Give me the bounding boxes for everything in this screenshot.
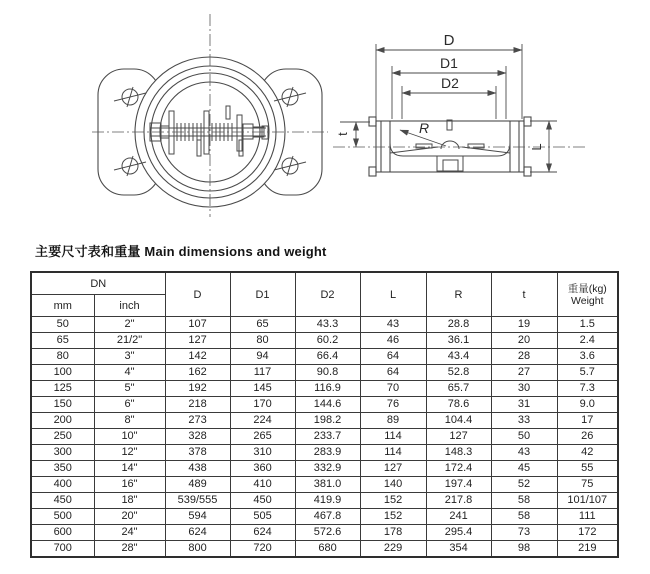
front-view-drawing <box>92 14 328 217</box>
table-cell: 125 <box>31 381 94 397</box>
table-cell: 94 <box>230 349 295 365</box>
table-row <box>31 461 618 477</box>
table-cell: 3.6 <box>557 349 618 365</box>
table-cell: 8" <box>94 413 165 429</box>
table-cell: 78.6 <box>426 397 491 413</box>
table-cell: 89 <box>360 413 426 429</box>
table-cell: 3" <box>94 349 165 365</box>
table-cell: 58 <box>491 509 557 525</box>
table-cell: 28.8 <box>426 317 491 333</box>
header-weight-en: Weight <box>571 294 604 307</box>
dim-label-r: R <box>418 120 430 136</box>
table-cell: 101/107 <box>557 493 618 509</box>
section-view-drawing <box>333 32 588 176</box>
table-cell: 20 <box>491 333 557 349</box>
table-cell: 350 <box>31 461 94 477</box>
table-row <box>31 541 618 558</box>
table-cell: 624 <box>165 525 230 541</box>
table-row <box>31 381 618 397</box>
table-cell: 80 <box>230 333 295 349</box>
header-l: L <box>360 272 426 317</box>
table-cell: 28" <box>94 541 165 558</box>
drawings-area <box>0 0 650 240</box>
table-cell: 50 <box>31 317 94 333</box>
table-cell: 218 <box>165 397 230 413</box>
table-cell: 720 <box>230 541 295 558</box>
table-cell: 5.7 <box>557 365 618 381</box>
dim-label-l: L <box>529 143 544 151</box>
table-cell: 75 <box>557 477 618 493</box>
table-cell: 45 <box>491 461 557 477</box>
table-cell: 10" <box>94 429 165 445</box>
table-cell: 4" <box>94 365 165 381</box>
table-cell: 450 <box>230 493 295 509</box>
header-d2: D2 <box>295 272 360 317</box>
table-cell: 111 <box>557 509 618 525</box>
table-cell: 229 <box>360 541 426 558</box>
header-d1: D1 <box>230 272 295 317</box>
table-cell: 64 <box>360 349 426 365</box>
table-row <box>31 397 618 413</box>
table-row <box>31 493 618 509</box>
table-cell: 58 <box>491 493 557 509</box>
table-cell: 33 <box>491 413 557 429</box>
table-cell: 145 <box>230 381 295 397</box>
table-cell: 273 <box>165 413 230 429</box>
table-row <box>31 429 618 445</box>
section-title: 主要尺寸表和重量 Main dimensions and weight <box>35 244 327 259</box>
table-cell: 64 <box>360 365 426 381</box>
dimensions-table <box>30 271 619 558</box>
table-cell: 52.8 <box>426 365 491 381</box>
table-cell: 410 <box>230 477 295 493</box>
table-cell: 55 <box>557 461 618 477</box>
table-cell: 140 <box>360 477 426 493</box>
table-cell: 360 <box>230 461 295 477</box>
table-cell: 7.3 <box>557 381 618 397</box>
table-cell: 600 <box>31 525 94 541</box>
table-cell: 192 <box>165 381 230 397</box>
table-cell: 328 <box>165 429 230 445</box>
header-weight <box>557 272 618 317</box>
table-cell: 107 <box>165 317 230 333</box>
header-r: R <box>426 272 491 317</box>
table-cell: 467.8 <box>295 509 360 525</box>
table-cell: 31 <box>491 397 557 413</box>
table-cell: 76 <box>360 397 426 413</box>
table-cell: 43 <box>491 445 557 461</box>
table-row <box>31 349 618 365</box>
dimensions-table-body <box>31 317 618 558</box>
table-cell: 18" <box>94 493 165 509</box>
table-cell: 217.8 <box>426 493 491 509</box>
table-cell: 80 <box>31 349 94 365</box>
table-cell: 50 <box>491 429 557 445</box>
table-cell: 489 <box>165 477 230 493</box>
table-cell: 16" <box>94 477 165 493</box>
table-cell: 172 <box>557 525 618 541</box>
table-cell: 17 <box>557 413 618 429</box>
table-cell: 19 <box>491 317 557 333</box>
table-row <box>31 509 618 525</box>
table-cell: 6" <box>94 397 165 413</box>
table-cell: 65 <box>230 317 295 333</box>
table-cell: 150 <box>31 397 94 413</box>
table-cell: 198.2 <box>295 413 360 429</box>
table-cell: 295.4 <box>426 525 491 541</box>
table-cell: 505 <box>230 509 295 525</box>
table-cell: 117 <box>230 365 295 381</box>
table-cell: 572.6 <box>295 525 360 541</box>
table-cell: 28 <box>491 349 557 365</box>
table-cell: 300 <box>31 445 94 461</box>
table-cell: 116.9 <box>295 381 360 397</box>
table-cell: 624 <box>230 525 295 541</box>
table-cell: 539/555 <box>165 493 230 509</box>
table-cell: 36.1 <box>426 333 491 349</box>
header-weight-cn: 重量(kg) <box>567 282 607 295</box>
table-cell: 172.4 <box>426 461 491 477</box>
table-cell: 65 <box>31 333 94 349</box>
table-row <box>31 333 618 349</box>
table-cell: 73 <box>491 525 557 541</box>
table-cell: 265 <box>230 429 295 445</box>
table-cell: 680 <box>295 541 360 558</box>
table-cell: 197.4 <box>426 477 491 493</box>
table-cell: 114 <box>360 445 426 461</box>
table-cell: 70 <box>360 381 426 397</box>
table-cell: 354 <box>426 541 491 558</box>
table-row <box>31 445 618 461</box>
dim-label-t: t <box>335 132 350 136</box>
table-cell: 148.3 <box>426 445 491 461</box>
table-cell: 66.4 <box>295 349 360 365</box>
table-row <box>31 477 618 493</box>
table-cell: 381.0 <box>295 477 360 493</box>
table-cell: 152 <box>360 509 426 525</box>
header-dn: DN <box>31 272 165 295</box>
dim-label-d: D <box>443 32 455 49</box>
table-cell: 332.9 <box>295 461 360 477</box>
section-internals <box>390 120 510 171</box>
header-mm: mm <box>31 295 94 317</box>
table-cell: 170 <box>230 397 295 413</box>
table-cell: 21/2" <box>94 333 165 349</box>
table-cell: 114 <box>360 429 426 445</box>
table-cell: 500 <box>31 509 94 525</box>
table-cell: 1.5 <box>557 317 618 333</box>
table-row <box>31 317 618 333</box>
table-cell: 43 <box>360 317 426 333</box>
table-cell: 700 <box>31 541 94 558</box>
dim-label-d1: D1 <box>440 55 458 71</box>
table-cell: 9.0 <box>557 397 618 413</box>
table-cell: 400 <box>31 477 94 493</box>
table-cell: 144.6 <box>295 397 360 413</box>
table-cell: 450 <box>31 493 94 509</box>
table-cell: 43.3 <box>295 317 360 333</box>
table-cell: 800 <box>165 541 230 558</box>
table-cell: 310 <box>230 445 295 461</box>
table-cell: 127 <box>360 461 426 477</box>
table-row <box>31 525 618 541</box>
table-cell: 250 <box>31 429 94 445</box>
table-cell: 233.7 <box>295 429 360 445</box>
table-cell: 378 <box>165 445 230 461</box>
table-cell: 60.2 <box>295 333 360 349</box>
section-body <box>376 121 524 172</box>
table-cell: 162 <box>165 365 230 381</box>
table-cell: 26 <box>557 429 618 445</box>
table-cell: 152 <box>360 493 426 509</box>
header-inch: inch <box>94 295 165 317</box>
table-cell: 2" <box>94 317 165 333</box>
table-cell: 2.4 <box>557 333 618 349</box>
table-cell: 43.4 <box>426 349 491 365</box>
table-cell: 30 <box>491 381 557 397</box>
header-d: D <box>165 272 230 317</box>
table-cell: 127 <box>165 333 230 349</box>
table-cell: 90.8 <box>295 365 360 381</box>
table-cell: 438 <box>165 461 230 477</box>
table-cell: 200 <box>31 413 94 429</box>
table-cell: 104.4 <box>426 413 491 429</box>
table-row <box>31 413 618 429</box>
table-cell: 12" <box>94 445 165 461</box>
table-cell: 594 <box>165 509 230 525</box>
table-cell: 20" <box>94 509 165 525</box>
table-cell: 24" <box>94 525 165 541</box>
table-cell: 419.9 <box>295 493 360 509</box>
table-cell: 52 <box>491 477 557 493</box>
dim-label-d2: D2 <box>441 75 459 91</box>
table-cell: 224 <box>230 413 295 429</box>
table-cell: 178 <box>360 525 426 541</box>
table-cell: 98 <box>491 541 557 558</box>
table-cell: 65.7 <box>426 381 491 397</box>
header-t: t <box>491 272 557 317</box>
table-cell: 14" <box>94 461 165 477</box>
table-cell: 5" <box>94 381 165 397</box>
table-cell: 27 <box>491 365 557 381</box>
table-cell: 241 <box>426 509 491 525</box>
table-cell: 42 <box>557 445 618 461</box>
table-cell: 283.9 <box>295 445 360 461</box>
table-cell: 142 <box>165 349 230 365</box>
table-cell: 219 <box>557 541 618 558</box>
table-row <box>31 365 618 381</box>
table-cell: 46 <box>360 333 426 349</box>
table-cell: 100 <box>31 365 94 381</box>
table-cell: 127 <box>426 429 491 445</box>
